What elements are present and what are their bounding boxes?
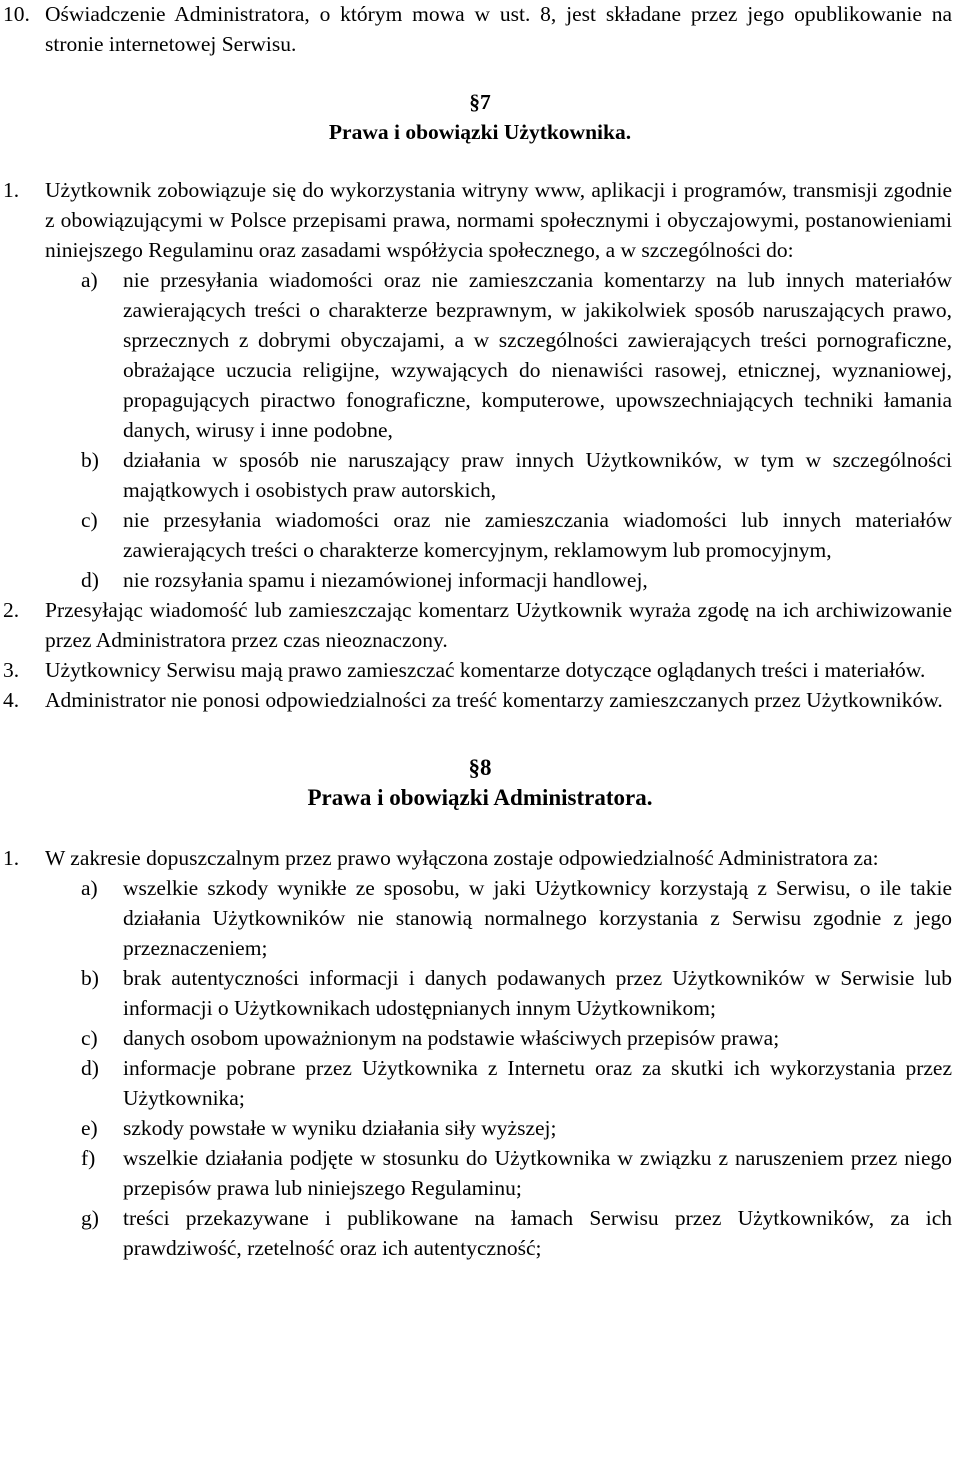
subitem-letter: d) <box>81 1056 99 1080</box>
subitem-text: treści przekazywane i publikowane na łamach Serwisu przez Użytkowników, za ich prawdziwość, rzetelność oraz ich autentyczność; <box>123 1206 952 1260</box>
item-number: 3. <box>3 658 20 682</box>
item-text: W zakresie dopuszczalnym przez prawo wyłączona zostaje odpowiedzialność Administratora za: <box>45 846 879 870</box>
list-item-10 <box>0 0 960 59</box>
subitem-letter: f) <box>81 1146 96 1170</box>
subitem-letter: a) <box>81 876 98 900</box>
subitem-letter: g) <box>81 1206 99 1230</box>
s8-subitem-f <box>0 1143 960 1203</box>
subitem-text: danych osobom upoważnionym na podstawie właściwych przepisów prawa; <box>123 1026 780 1050</box>
section-symbol: § <box>468 755 480 780</box>
s8-subitem-d <box>0 1053 960 1113</box>
s7-subitem-b <box>0 445 960 505</box>
section-number: 8 <box>480 755 492 780</box>
subitem-letter: e) <box>81 1116 98 1140</box>
s7-subitem-d <box>0 565 960 595</box>
s7-item-2 <box>0 595 960 655</box>
s8-subitem-g <box>0 1203 960 1263</box>
section-symbol: § <box>469 90 480 114</box>
item-number: 1. <box>3 846 20 870</box>
subitem-letter: a) <box>81 268 98 292</box>
section-7-title: Prawa i obowiązki Użytkownika. <box>328 120 632 144</box>
subitem-text: nie rozsyłania spamu i niezamówionej informacji handlowej, <box>123 568 648 592</box>
s8-subitem-c <box>0 1023 960 1053</box>
subitem-text: szkody powstałe w wyniku działania siły wyższej; <box>123 1116 557 1140</box>
section-7-heading <box>0 87 960 147</box>
item-number: 10. <box>3 2 30 26</box>
section-8-heading <box>0 753 960 813</box>
subitem-letter: d) <box>81 568 99 592</box>
s8-subitem-b <box>0 963 960 1023</box>
item-number: 2. <box>3 598 20 622</box>
s7-subitem-a <box>0 265 960 445</box>
item-text: Przesyłając wiadomość lub zamieszczając komentarz Użytkownik wyraża zgodę na ich archiwizowanie przez Administratora przez czas nieoznaczony. <box>45 598 952 652</box>
section-number: 7 <box>480 90 491 114</box>
item-text: Użytkownik zobowiązuje się do wykorzystania witryny www, aplikacji i programów, transmisji zgodnie z obowiązującymi w Polsce przepisami prawa, normami społecznymi i obyczajowymi, postanowieniami niniejszego Regulaminu oraz zasadami współżycia społecznego, a w szczególności do: <box>45 178 952 262</box>
section-7-number-line <box>0 87 960 117</box>
subitem-text: wszelkie szkody wynikłe ze sposobu, w jaki Użytkownicy korzystają z Serwisu, o ile takie działania Użytkowników nie stanowią normalnego korzystania z Serwisu zgodnie z jego przeznaczeniem; <box>123 876 952 960</box>
item-number: 1. <box>3 178 20 202</box>
item-text: Oświadczenie Administratora, o którym mowa w ust. 8, jest składane przez jego opublikowanie na stronie internetowej Serwisu. <box>45 2 952 56</box>
s7-item-3 <box>0 655 960 685</box>
s8-subitem-a <box>0 873 960 963</box>
section-8-number-line <box>0 753 960 783</box>
s7-subitem-c <box>0 505 960 565</box>
subitem-text: informacje pobrane przez Użytkownika z Internetu oraz za skutki ich wykorzystania przez Użytkownika; <box>123 1056 952 1110</box>
s8-item-1 <box>0 843 960 873</box>
subitem-letter: b) <box>81 448 99 472</box>
item-text: Użytkownicy Serwisu mają prawo zamieszczać komentarze dotyczące oglądanych treści i materiałów. <box>45 658 926 682</box>
subitem-text: wszelkie działania podjęte w stosunku do Użytkownika w związku z naruszeniem przez niego przepisów prawa lub niniejszego Regulaminu; <box>123 1146 952 1200</box>
item-number: 4. <box>3 688 20 712</box>
s7-item-4 <box>0 685 960 715</box>
subitem-text: nie przesyłania wiadomości oraz nie zamieszczania wiadomości lub innych materiałów zawierających treści o charakterze komercyjnym, reklamowym lub promocyjnym, <box>123 508 952 562</box>
s8-subitem-e <box>0 1113 960 1143</box>
s7-item-1 <box>0 175 960 265</box>
item-text: Administrator nie ponosi odpowiedzialności za treść komentarzy zamieszczanych przez Użytkowników. <box>45 688 943 712</box>
subitem-text: brak autentyczności informacji i danych podawanych przez Użytkowników w Serwisie lub informacji o Użytkownikach udostępnianych innym Użytkownikom; <box>123 966 952 1020</box>
subitem-text: działania w sposób nie naruszający praw innych Użytkowników, w tym w szczególności majątkowych i osobistych praw autorskich, <box>123 448 952 502</box>
section-8-title: Prawa i obowiązki Administratora. <box>307 785 653 810</box>
subitem-letter: b) <box>81 966 99 990</box>
subitem-text: nie przesyłania wiadomości oraz nie zamieszczania komentarzy na lub innych materiałów zawierających treści o charakterze bezprawnym, w jakikolwiek sposób naruszających prawo, sprzecznych z dobrymi obyczajami, a w szczególności zawierających treści pornograficzne, obrażające uczucia religijne, wzywających do nienawiści rasowej, etnicznej, wyznaniowej, propagujących piractwo fonograficzne, komputerowe, upowszechniających techniki łamania danych, wirusy i inne podobne, <box>123 268 952 442</box>
subitem-letter: c) <box>81 1026 98 1050</box>
subitem-letter: c) <box>81 508 98 532</box>
